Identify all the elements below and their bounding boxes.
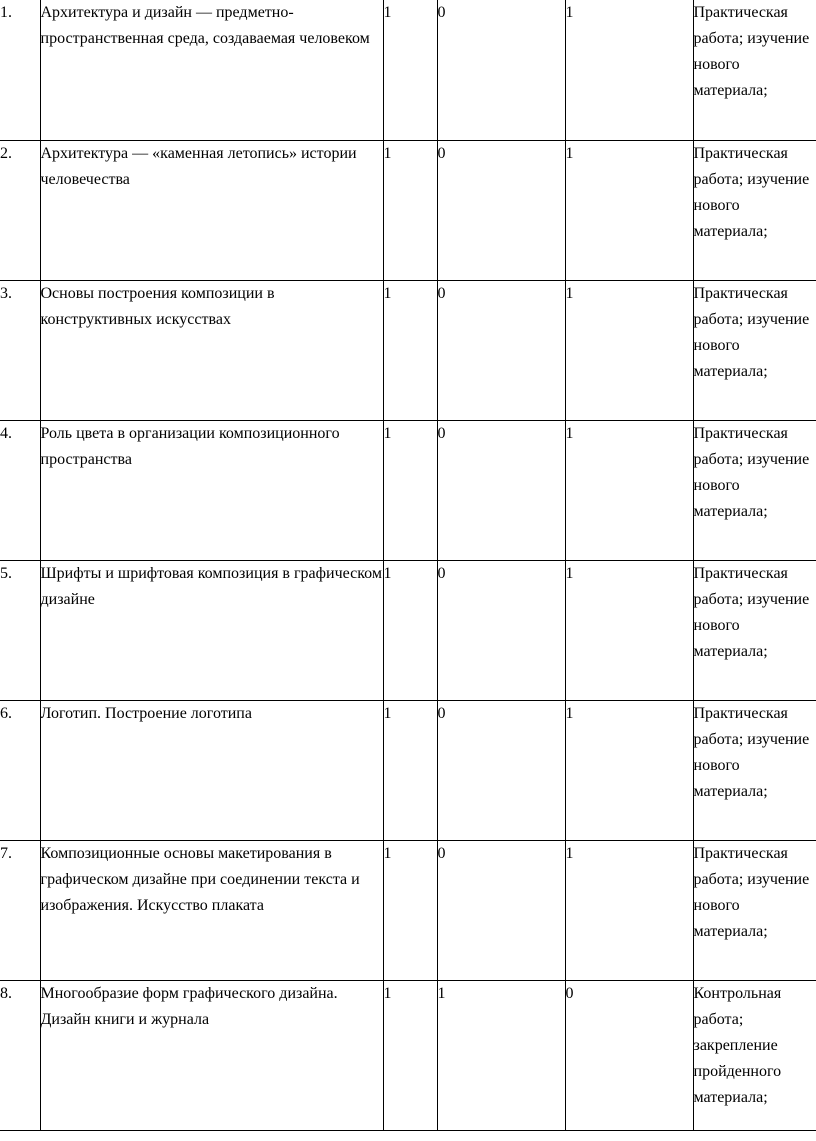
hours-total: 1 — [383, 420, 437, 560]
lesson-topic: Многообразие форм графического дизайна. Дизайн книги и журнала — [40, 980, 383, 1130]
table-row — [0, 700, 816, 840]
row-number: 8. — [0, 980, 40, 1130]
hours-total: 1 — [383, 140, 437, 280]
row-number: 2. — [0, 140, 40, 280]
activity-type: Практическая работа; изучение нового материала; — [693, 840, 816, 980]
table-row — [0, 560, 816, 700]
lesson-topic: Логотип. Построение логотипа — [40, 700, 383, 840]
table-row — [0, 0, 816, 140]
row-number: 7. — [0, 840, 40, 980]
hours-control: 0 — [437, 560, 565, 700]
hours-control: 0 — [437, 840, 565, 980]
activity-type: Практическая работа; изучение нового материала; — [693, 140, 816, 280]
lesson-topic: Роль цвета в организации композиционного пространства — [40, 420, 383, 560]
lesson-topic: Композиционные основы макетирования в графическом дизайне при соединении текста и изображения. Искусство плаката — [40, 840, 383, 980]
hours-control: 0 — [437, 140, 565, 280]
activity-type: Практическая работа; изучение нового материала; — [693, 280, 816, 420]
lesson-topic: Основы построения композиции в конструктивных искусствах — [40, 280, 383, 420]
table-row — [0, 140, 816, 280]
hours-total: 1 — [383, 560, 437, 700]
lesson-topic: Шрифты и шрифтовая композиция в графическом дизайне — [40, 560, 383, 700]
hours-practice: 1 — [565, 560, 693, 700]
row-number: 3. — [0, 280, 40, 420]
hours-control: 0 — [437, 420, 565, 560]
activity-type: Практическая работа; изучение нового материала; — [693, 0, 816, 140]
hours-practice: 1 — [565, 280, 693, 420]
table-row — [0, 840, 816, 980]
hours-practice: 1 — [565, 140, 693, 280]
table-row — [0, 420, 816, 560]
lesson-topic: Архитектура — «каменная летопись» истории человечества — [40, 140, 383, 280]
hours-practice: 1 — [565, 840, 693, 980]
row-number: 5. — [0, 560, 40, 700]
hours-total: 1 — [383, 840, 437, 980]
hours-control: 0 — [437, 280, 565, 420]
hours-practice: 0 — [565, 980, 693, 1130]
row-number: 4. — [0, 420, 40, 560]
activity-type: Контрольная работа; закрепление пройденного материала; — [693, 980, 816, 1130]
hours-control: 1 — [437, 980, 565, 1130]
hours-total: 1 — [383, 280, 437, 420]
hours-practice: 1 — [565, 700, 693, 840]
hours-practice: 1 — [565, 420, 693, 560]
row-number: 1. — [0, 0, 40, 140]
activity-type: Практическая работа; изучение нового материала; — [693, 700, 816, 840]
activity-type: Практическая работа; изучение нового материала; — [693, 560, 816, 700]
hours-control: 0 — [437, 0, 565, 140]
hours-total: 1 — [383, 700, 437, 840]
hours-total: 1 — [383, 980, 437, 1130]
hours-control: 0 — [437, 700, 565, 840]
hours-total: 1 — [383, 0, 437, 140]
table-row — [0, 280, 816, 420]
hours-practice: 1 — [565, 0, 693, 140]
activity-type: Практическая работа; изучение нового материала; — [693, 420, 816, 560]
row-number: 6. — [0, 700, 40, 840]
table-row — [0, 980, 816, 1130]
lesson-topic: Архитектура и дизайн — предметно-пространственная среда, создаваемая человеком — [40, 0, 383, 140]
